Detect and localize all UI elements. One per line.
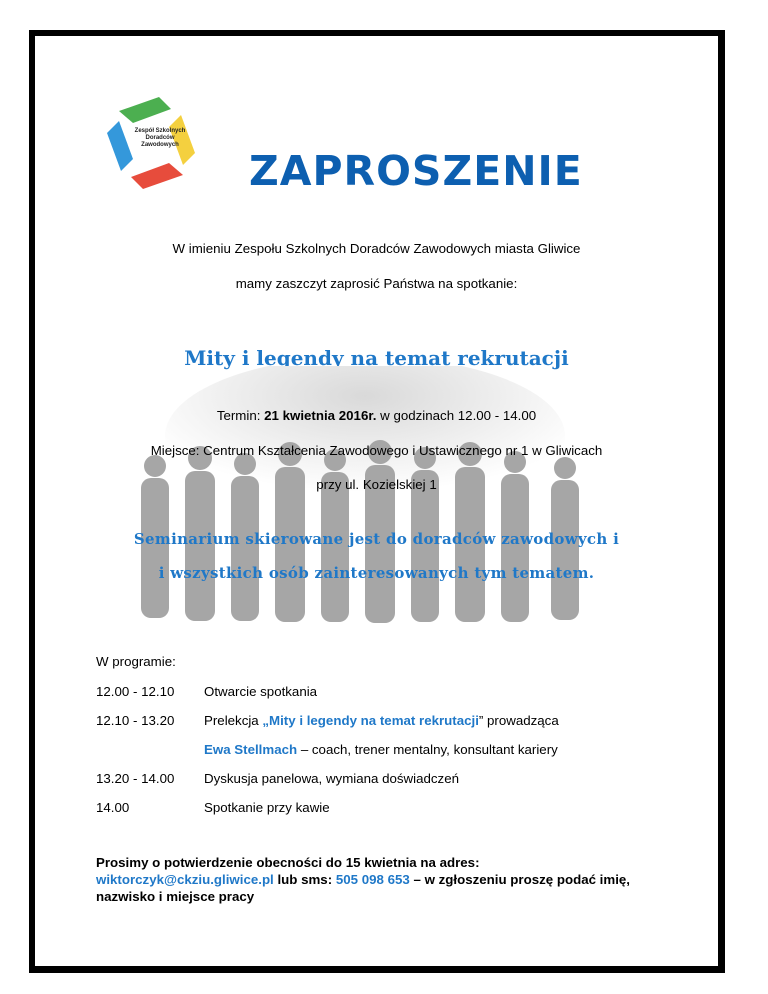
event-street: przy ul. Kozielskiej 1 xyxy=(316,477,437,492)
page-title: ZAPROSZENIE xyxy=(249,147,583,195)
logo-text: Zespół Szkolnych Doradców Zawodowych xyxy=(134,128,186,148)
rsvp-phone: 505 098 653 xyxy=(335,872,410,887)
rsvp-note: Prosimy o potwierdzenie obecności do 15 kwietnia na adres: wiktorczyk@ckziu.gliwice.pl lub sms: 505 098 653 – w zgłoszeniu proszę podać imię, nazwisko i miejsce pracy xyxy=(96,855,630,904)
event-title: Mity i legendy na temat rekrutacji xyxy=(184,346,569,370)
intro-line-1: W imieniu Zespołu Szkolnych Doradców Zawodowych miasta Gliwice xyxy=(172,241,581,256)
seminar-line-2: i wszystkich osób zainteresowanych tym tematem. xyxy=(158,564,595,582)
event-term: Termin: 21 kwietnia 2016r. w godzinach 12.00 - 14.00 xyxy=(216,408,537,423)
event-place: Miejsce: Centrum Kształcenia Zawodowego i Ustawicznego nr 1 w Gliwicach xyxy=(150,443,603,458)
rsvp-email[interactable]: wiktorczyk@ckziu.gliwice.pl xyxy=(96,872,274,887)
seminar-line-1: Seminarium skierowane jest do doradców zawodowych i xyxy=(133,530,620,548)
invitation-page: Zespół Szkolnych Doradców Zawodowych ZAPROSZENIE W imieniu Zespołu Szkolnych Doradców Zawodowych miasta Gliwice mamy zaszczyt zaprosić Państwa na spotkanie: Mity i legendy na temat rekrutacji Termin: 21 kwietnia 2016r. w godzinach 12.00 - 14.00 Miejsce: Centrum Kształcenia Zawodowego i Ustawicznego nr 1 w Gliwicach przy ul. Kozielskiej 1 Seminarium skierowane jest do doradców zawodowych i i wszystkich osób zainteresowanych tym tematem. W programie: 12.00 - 12.10 Otwarcie spotkania 12.10 - 13.20 Prelekcja „Mity i legendy na temat rekrutacji” prowadząca Ewa Stellmach – coach, trener mentalny, konsultant kariery 13.20 - 14.00 Dyskusja panelowa, wymiana doświadczeń 14.00 Spotkanie przy kawie Prosimy o potwierdzenie obecności do 15 kwietnia na adres: wiktorczyk@ckziu.gliwice.pl lub sms: 505 098 653 – w zgłoszeniu proszę podać imię, nazwisko i miejsce pracy xyxy=(29,30,725,973)
people-silhouettes-image xyxy=(125,366,605,626)
program-label: W programie: xyxy=(96,654,176,669)
intro-line-2: mamy zaszczyt zaprosić Państwa na spotkanie: xyxy=(235,276,518,291)
